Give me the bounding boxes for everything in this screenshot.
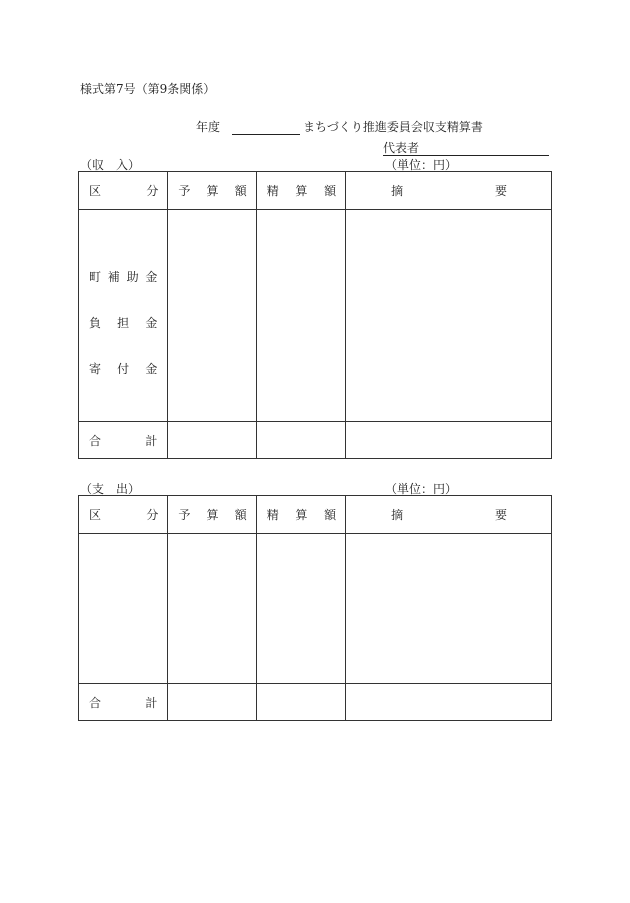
income-total-settlement[interactable]: [256, 422, 345, 459]
expense-section-label: （支 出）: [80, 482, 141, 496]
income-unit-label: （単位：円）: [385, 158, 458, 172]
header-budget: 予 算 額: [168, 496, 256, 534]
income-total-budget[interactable]: [168, 422, 256, 459]
income-total-row: [79, 422, 552, 459]
income-table: [78, 171, 552, 459]
income-item-town-subsidy: 町 補 助 金: [89, 270, 158, 284]
expense-total-label: 合 計: [79, 684, 168, 721]
document-title: [196, 118, 483, 135]
expense-settlement-cell[interactable]: [256, 534, 345, 684]
expense-items-cell[interactable]: [79, 534, 168, 684]
expense-total-summary[interactable]: [346, 684, 552, 721]
income-item-contribution: 負 担 金: [89, 316, 158, 330]
income-item-donation: 寄 付 金: [89, 362, 158, 376]
expense-total-budget[interactable]: [168, 684, 256, 721]
income-body-row: [79, 210, 552, 422]
income-items-cell: [79, 210, 168, 422]
header-budget: 予 算 額: [168, 172, 256, 210]
year-label: 年度: [196, 120, 221, 134]
expense-unit-label: （単位：円）: [385, 482, 458, 496]
income-settlement-cell[interactable]: [256, 210, 345, 422]
year-blank-line: [232, 121, 300, 135]
title-text: まちづくり推進委員会収支精算書: [303, 120, 483, 134]
expense-table: [78, 495, 552, 721]
expense-total-settlement[interactable]: [256, 684, 345, 721]
representative-row: [383, 139, 549, 156]
header-settlement: 精 算 額: [256, 172, 345, 210]
income-summary-cell[interactable]: [346, 210, 552, 422]
header-category: 区 分: [79, 496, 168, 534]
representative-blank-line: [419, 142, 549, 156]
header-category: 区 分: [79, 172, 168, 210]
header-summary: 摘 要: [346, 496, 552, 534]
expense-header-row: [79, 496, 552, 534]
expense-body-row: [79, 534, 552, 684]
expense-total-row: [79, 684, 552, 721]
income-total-label: 合 計: [79, 422, 168, 459]
expense-summary-cell[interactable]: [346, 534, 552, 684]
income-total-summary[interactable]: [346, 422, 552, 459]
income-header-row: [79, 172, 552, 210]
header-summary: 摘 要: [346, 172, 552, 210]
representative-label: 代表者: [383, 141, 420, 155]
income-section-label: （収 入）: [80, 158, 141, 172]
form-number: 様式第7号（第9条関係）: [80, 82, 216, 96]
header-settlement: 精 算 額: [256, 496, 345, 534]
income-budget-cell[interactable]: [168, 210, 256, 422]
expense-budget-cell[interactable]: [168, 534, 256, 684]
